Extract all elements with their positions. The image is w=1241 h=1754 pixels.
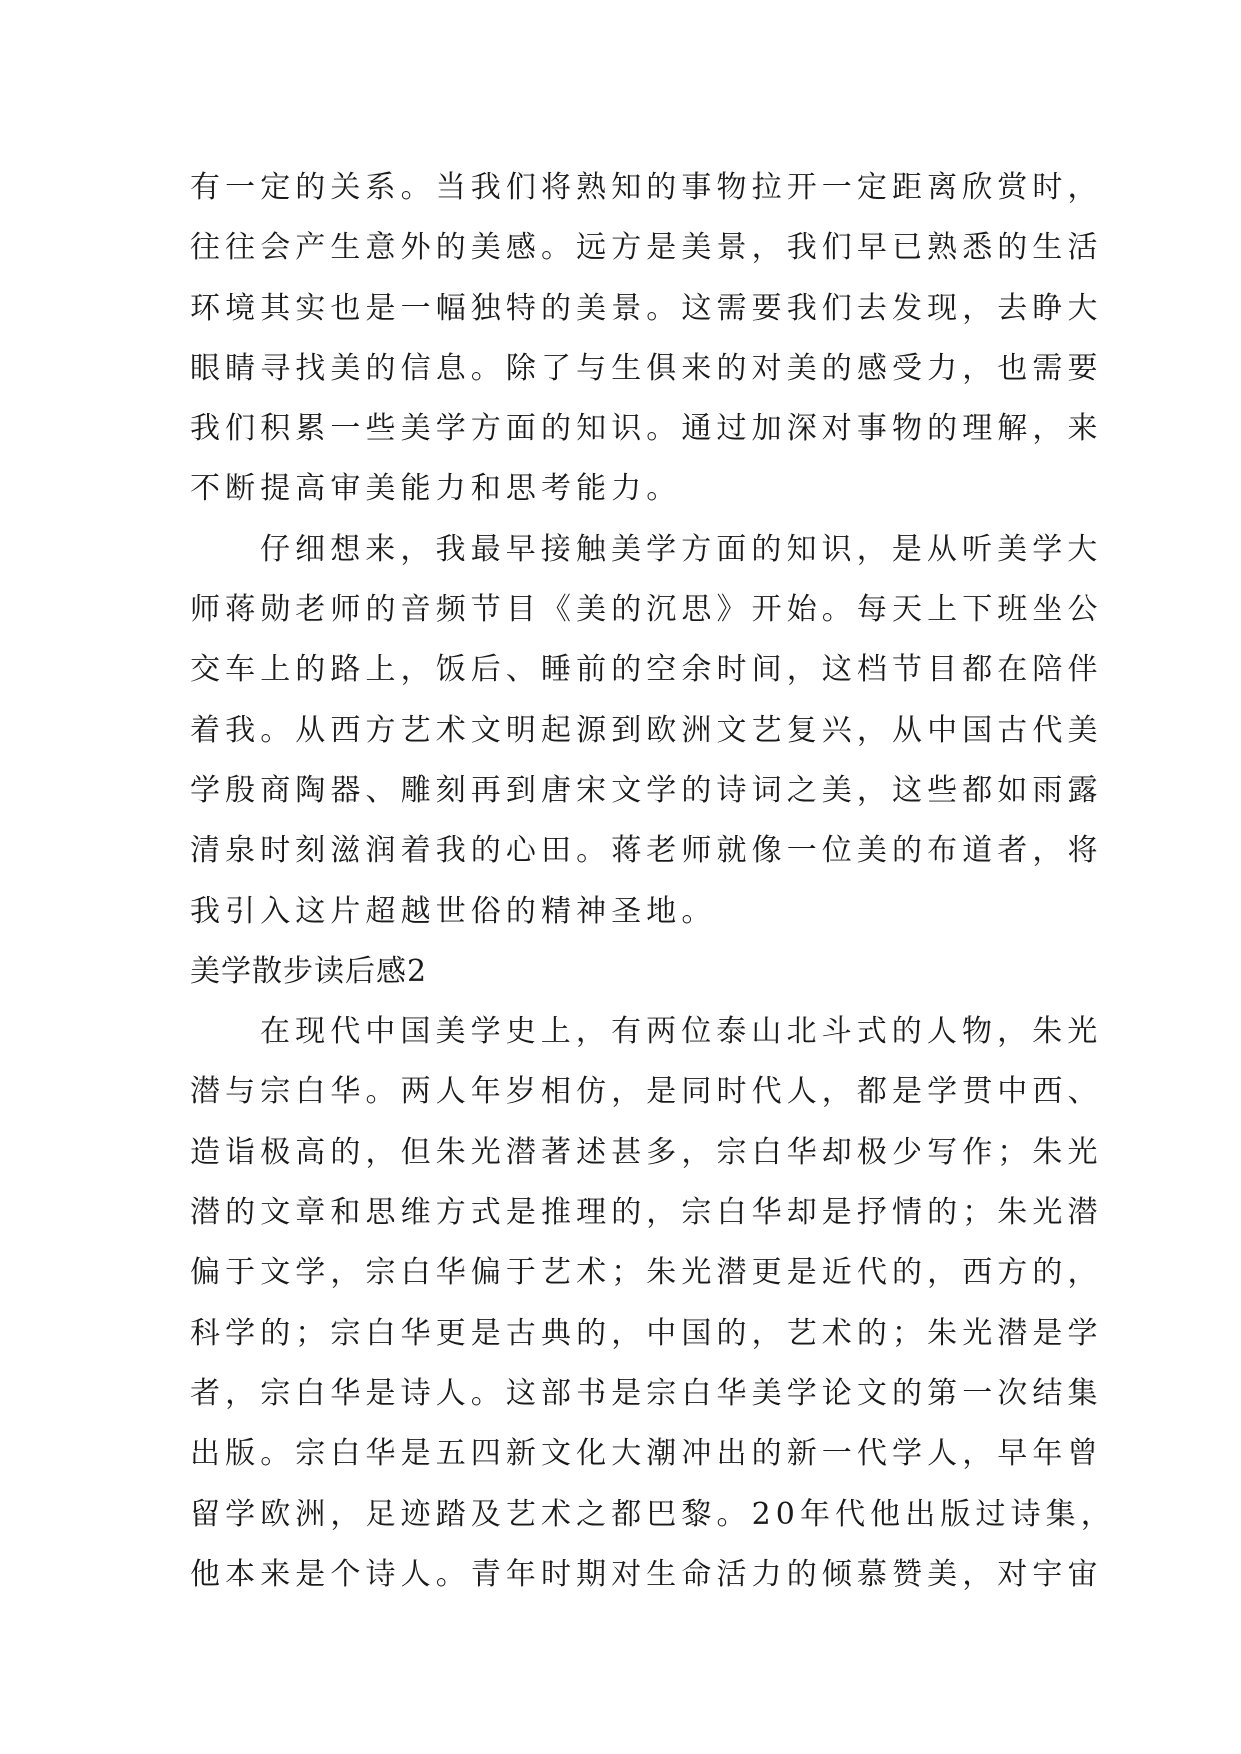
text-line: 偏于文学，宗白华偏于艺术；朱光潜更是近代的，西方的，	[190, 1255, 1103, 1291]
text-line: 环境其实也是一幅独特的美景。这需要我们去发现，去睁大	[190, 290, 1103, 326]
text-line: 者，宗白华是诗人。这部书是宗白华美学论文的第一次结集	[190, 1375, 1103, 1411]
text-line: 出版。宗白华是五四新文化大潮冲出的新一代学人，早年曾	[190, 1436, 1103, 1472]
section-heading: 美学散步读后感2	[190, 953, 428, 989]
text-line: 往往会产生意外的美感。远方是美景，我们早已熟悉的生活	[190, 230, 1103, 266]
text-line: 造诣极高的，但朱光潜著述甚多，宗白华却极少写作；朱光	[190, 1134, 1103, 1170]
paragraph	[190, 1002, 1116, 1605]
text-line: 科学的；宗白华更是古典的，中国的，艺术的；朱光潜是学	[190, 1315, 1103, 1351]
paragraph	[190, 158, 1103, 520]
text-line: 在现代中国美学史上，有两位泰山北斗式的人物，朱光	[260, 1014, 1103, 1050]
text-line: 留学欧洲，足迹踏及艺术之都巴黎。20年代他出版过诗集，	[190, 1496, 1116, 1532]
text-line: 眼睛寻找美的信息。除了与生俱来的对美的感受力，也需要	[190, 350, 1103, 386]
text-line: 不断提高审美能力和思考能力。	[190, 471, 682, 507]
text-line: 交车上的路上，饭后、睡前的空余时间，这档节目都在陪伴	[190, 652, 1103, 688]
paragraph	[190, 520, 1103, 942]
text-line: 他本来是个诗人。青年时期对生命活力的倾慕赞美，对宇宙	[190, 1556, 1103, 1592]
text-line: 清泉时刻滋润着我的心田。蒋老师就像一位美的布道者，将	[190, 833, 1103, 869]
text-line: 着我。从西方艺术文明起源到欧洲文艺复兴，从中国古代美	[190, 712, 1103, 748]
text-line: 有一定的关系。当我们将熟知的事物拉开一定距离欣赏时，	[190, 170, 1103, 205]
text-line: 潜的文章和思维方式是推理的，宗白华却是抒情的；朱光潜	[190, 1195, 1103, 1231]
text-line: 我引入这片超越世俗的精神圣地。	[190, 893, 717, 929]
text-line: 我们积累一些美学方面的知识。通过加深对事物的理解，来	[190, 411, 1103, 447]
text-line: 仔细想来，我最早接触美学方面的知识，是从听美学大	[260, 531, 1103, 567]
text-line: 潜与宗白华。两人年岁相仿，是同时代人，都是学贯中西、	[190, 1074, 1103, 1110]
document-body	[190, 158, 1116, 1605]
text-line: 师蒋勋老师的音频节目《美的沉思》开始。每天上下班坐公	[190, 592, 1103, 628]
text-line: 学殷商陶器、雕刻再到唐宋文学的诗词之美，这些都如雨露	[190, 772, 1103, 808]
